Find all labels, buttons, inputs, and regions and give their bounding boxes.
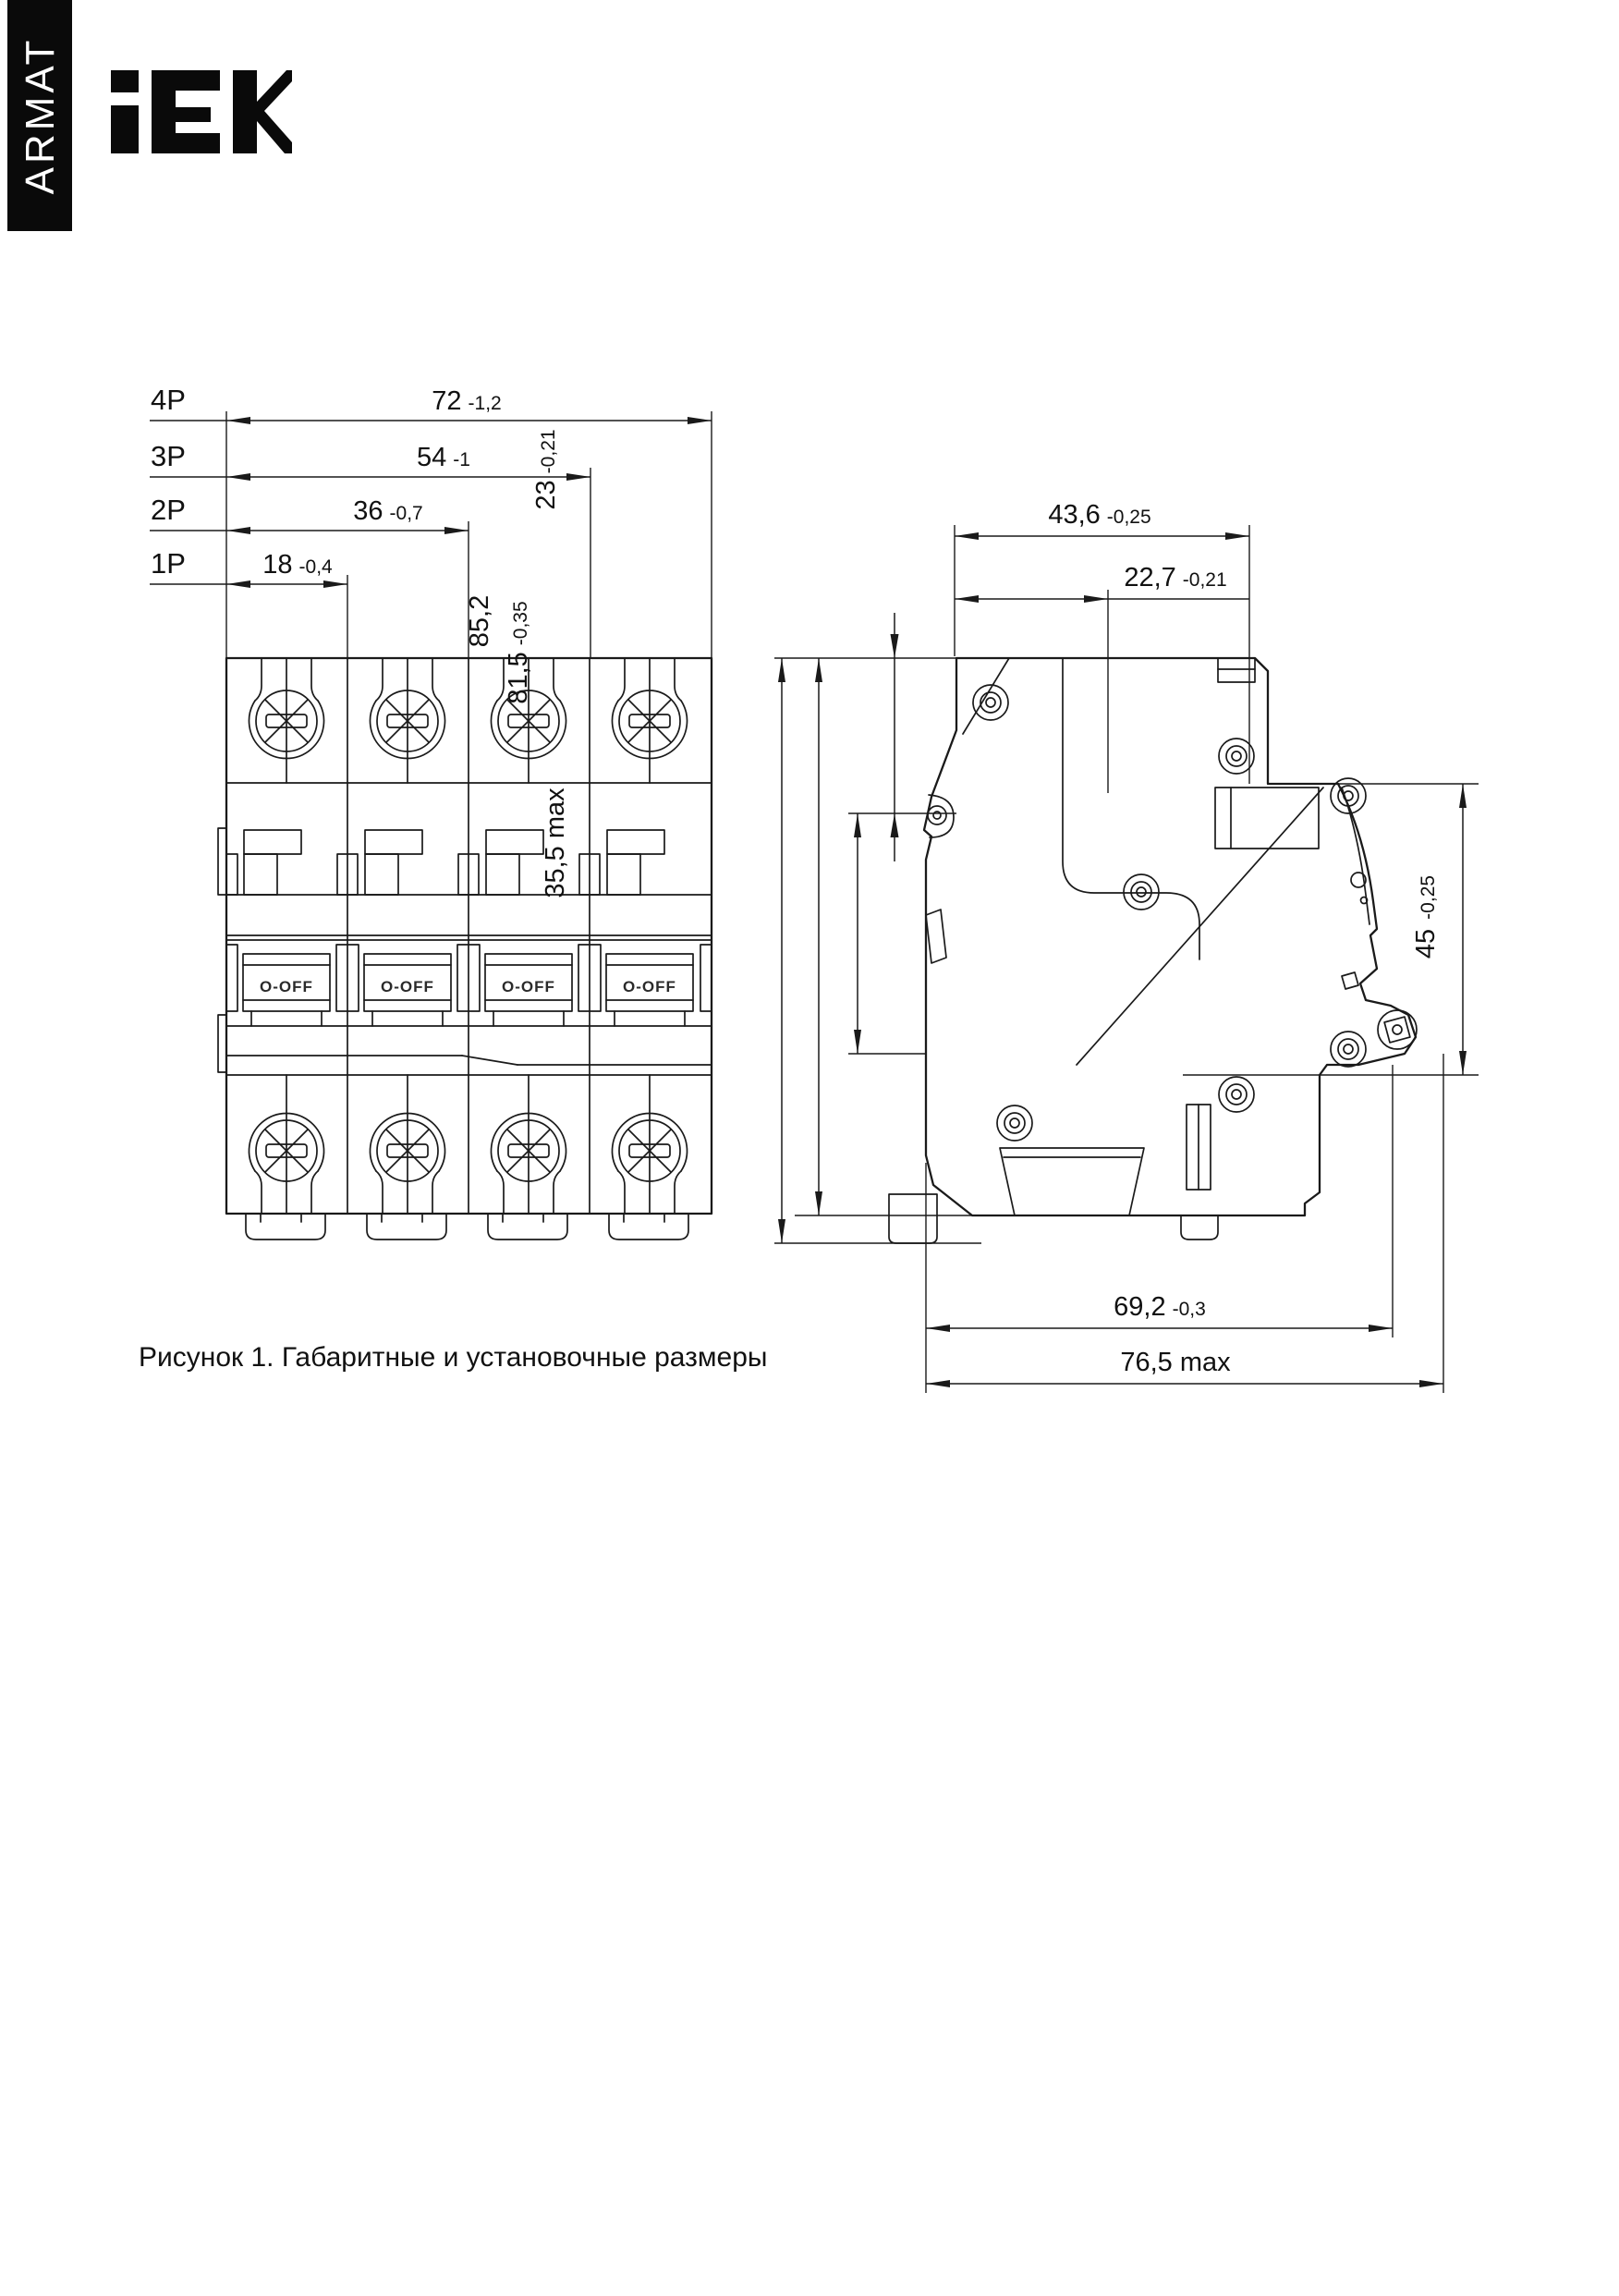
din-foot-4 [609,1214,688,1240]
toggle-label-4: O-OFF [623,978,676,995]
screw-bosses [973,685,1366,1141]
din-foot-1 [246,1214,325,1240]
dim-top-width: 43,6 -0,25 [1048,500,1151,530]
armat-sidebar [7,0,72,231]
toggle-label-1: O-OFF [260,978,313,995]
dim-bottom-depth: 69,2 -0,3 [1114,1292,1206,1322]
dim-width-4p: 72 -1,2 [432,386,502,416]
side-foot-left [889,1194,937,1243]
din-foot-2 [367,1214,446,1240]
side-view [889,658,1417,1243]
iek-logo-e [152,70,220,153]
pole-count-label-4p: 4P [151,384,186,416]
pole-3 [485,658,572,1240]
dim-rail-height: 45-0,25 [1411,874,1441,959]
pole-count-label-2p: 2P [151,494,186,526]
pole-2 [364,658,451,1240]
iek-logo [111,70,292,153]
pole-4 [606,658,693,1240]
armat-label: ARMAT [18,36,63,195]
rear-terminal-screw [1378,1010,1417,1049]
pole-count-label-1p: 1P [151,547,186,580]
dim-front-depth: 35,5 max [541,788,570,898]
side-body-outline [924,658,1416,1215]
iek-logo-i-stem [111,105,139,153]
dim-top-depth: 23-0,21 [531,429,561,510]
dim-width-2p: 36 -0,7 [353,496,423,526]
front-dimensions [150,384,712,658]
pole-1 [243,658,330,1240]
din-foot-3 [488,1214,567,1240]
pole-count-label-3p: 3P [151,440,186,472]
dim-max-depth: 76,5 max [1120,1348,1231,1377]
toggle-label-3: O-OFF [502,978,555,995]
dim-body-height: 81,5-0,35 [504,601,533,704]
iek-logo-k [233,70,292,153]
toggle-label-2: O-OFF [381,978,434,995]
iek-logo-i-dot [111,70,139,92]
dim-width-1p: 18 -0,4 [262,550,333,580]
side-dimensions [465,429,1479,1393]
dim-handle-width: 22,7 -0,21 [1124,563,1227,592]
dim-overall-height: 85,2 [465,594,494,648]
front-view [218,658,712,1240]
figure-caption: Рисунок 1. Габаритные и установочные размеры [139,1342,768,1373]
dim-width-3p: 54 -1 [417,443,470,472]
